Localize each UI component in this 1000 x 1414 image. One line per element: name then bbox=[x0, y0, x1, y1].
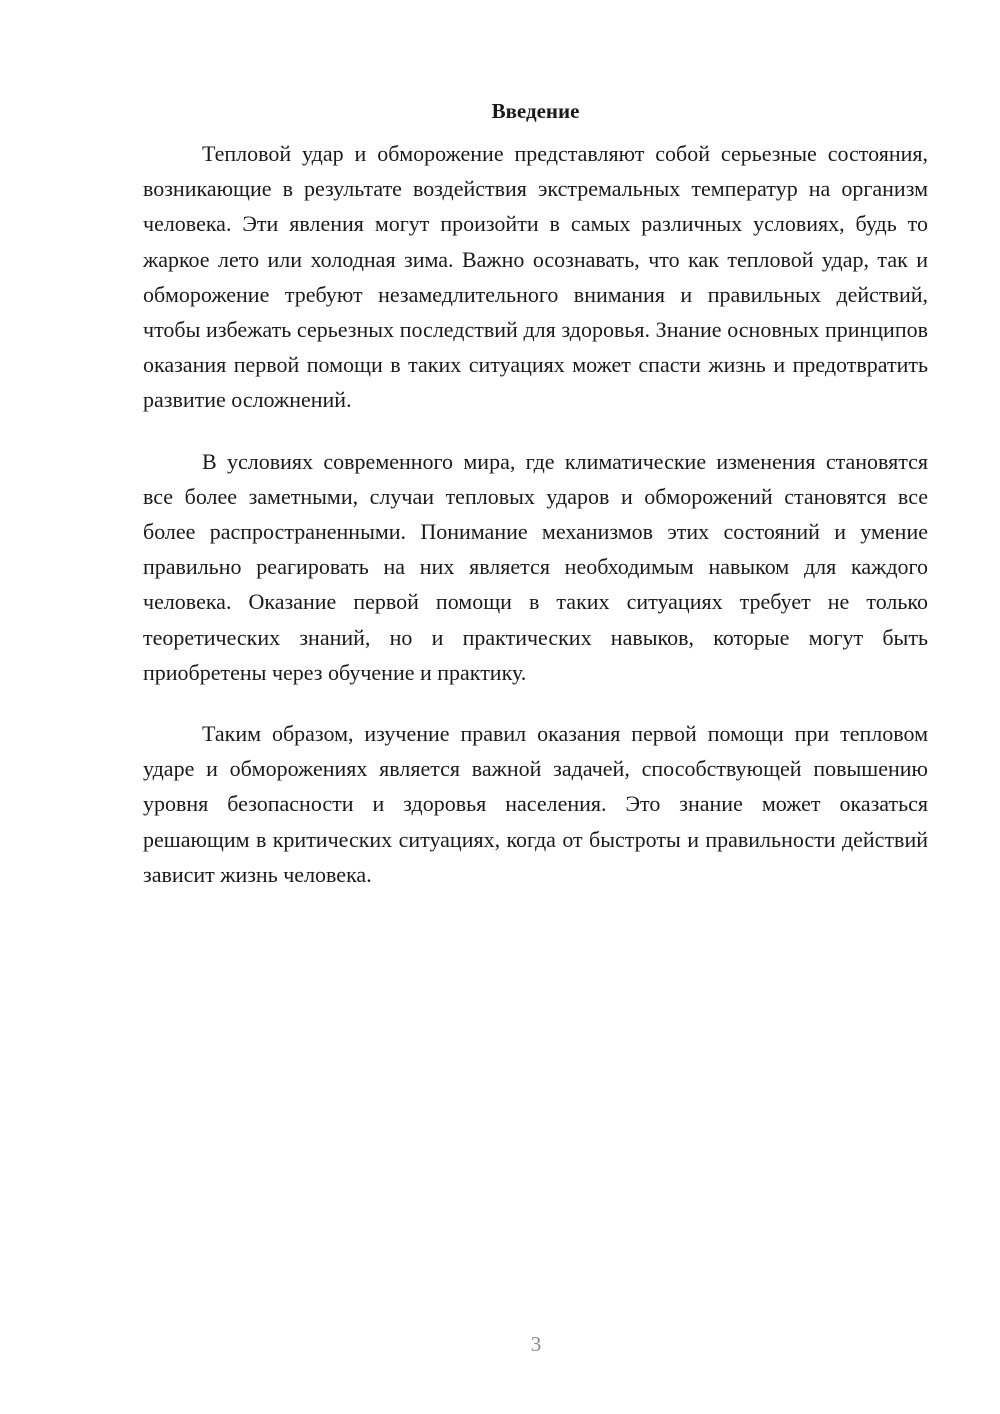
paragraph-1: Тепловой удар и обморожение представляют собой серьезные состояния, возникающие в результате воздействия экстремальных температур на организм человека. Эти явления могут произойти в самых различных условиях, будь то жаркое лето или холодная зима. Важно осознавать, что как тепловой удар, так и обморожение требуют незамедлительного внимания и правильных действий, чтобы избежать серьезных последствий для здоровья. Знание основных принципов оказания первой помощи в таких ситуациях может спасти жизнь и предотвратить развитие осложнений. bbox=[143, 141, 928, 413]
paragraph-2: В условиях современного мира, где климатические изменения становятся все более заметными, случаи тепловых ударов и обморожений становятся все более распространенными. Понимание механизмов этих состояний и умение правильно реагировать на них является необходимым навыком для каждого человека. Оказание первой помощи в таких ситуациях требует не только теоретических знаний, но и практических навыков, которые могут быть приобретены через обучение и практику. bbox=[143, 448, 928, 685]
paragraph-3: Таким образом, изучение правил оказания первой помощи при тепловом ударе и обморожениях является важной задачей, способствующей повышению уровня безопасности и здоровья населения. Это знание может оказаться решающим в критических ситуациях, когда от быстроты и правильности действий зависит жизнь человека. bbox=[143, 721, 928, 887]
page-content bbox=[143, 92, 928, 918]
page-number: 3 bbox=[530, 1332, 542, 1356]
section-heading: Введение bbox=[491, 99, 580, 123]
